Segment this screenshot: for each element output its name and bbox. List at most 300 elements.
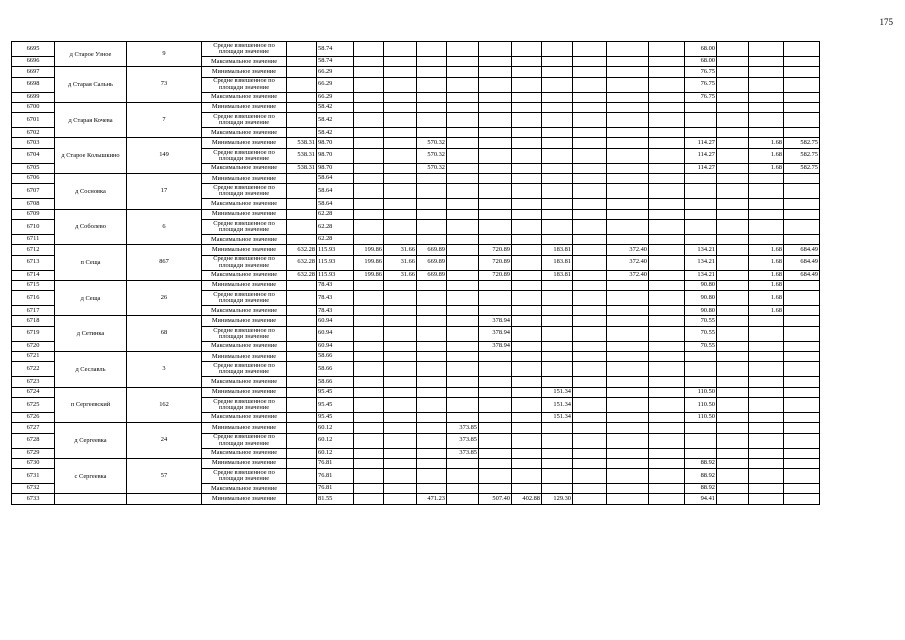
value-cell	[512, 326, 542, 341]
value-cell	[479, 67, 512, 77]
value-cell	[573, 255, 607, 270]
value-cell: 78.43	[317, 280, 354, 290]
value-cell	[542, 433, 573, 448]
value-cell	[384, 234, 417, 244]
row-number: 6724	[12, 387, 55, 397]
value-cell	[287, 234, 317, 244]
value-cell: 1.68	[749, 270, 784, 280]
value-cell: 538.31	[287, 148, 317, 163]
value-cell	[749, 448, 784, 458]
value-cell: 90.80	[685, 280, 717, 290]
value-cell	[384, 128, 417, 138]
value-cell	[417, 291, 447, 306]
settlement-name	[55, 494, 127, 504]
value-cell	[287, 306, 317, 316]
value-cell	[479, 280, 512, 290]
value-cell	[354, 494, 384, 504]
value-cell: 129.30	[542, 494, 573, 504]
value-cell	[384, 423, 417, 433]
value-cell	[354, 306, 384, 316]
value-cell	[447, 291, 479, 306]
row-number: 6727	[12, 423, 55, 433]
value-cell	[717, 128, 749, 138]
value-cell	[573, 148, 607, 163]
value-cell	[717, 352, 749, 362]
settlement-count: 3	[127, 352, 202, 388]
value-cell: 66.29	[317, 77, 354, 92]
value-cell	[287, 67, 317, 77]
value-cell	[573, 291, 607, 306]
value-cell	[447, 255, 479, 270]
value-cell	[354, 387, 384, 397]
value-cell: 373.85	[447, 423, 479, 433]
settlement-count: 26	[127, 280, 202, 316]
value-cell: 60.94	[317, 341, 354, 351]
value-cell	[447, 174, 479, 184]
value-cell	[542, 234, 573, 244]
value-cell: 1.68	[749, 306, 784, 316]
value-cell: 669.89	[417, 270, 447, 280]
value-cell: 199.86	[354, 255, 384, 270]
value-cell	[542, 448, 573, 458]
value-cell	[417, 184, 447, 199]
value-cell: 58.74	[317, 42, 354, 57]
value-cell	[607, 42, 649, 57]
value-cell: 1.68	[749, 148, 784, 163]
value-cell	[573, 397, 607, 412]
value-cell	[354, 199, 384, 209]
value-cell	[649, 138, 685, 148]
value-cell	[784, 423, 820, 433]
value-cell	[717, 469, 749, 484]
value-cell	[573, 362, 607, 377]
value-cell: 684.49	[784, 255, 820, 270]
value-cell	[479, 209, 512, 219]
table-row	[12, 387, 820, 397]
value-cell	[784, 458, 820, 468]
row-number: 6732	[12, 484, 55, 494]
value-cell	[573, 494, 607, 504]
value-cell	[784, 484, 820, 494]
value-cell: 1.68	[749, 280, 784, 290]
value-cell: 94.41	[685, 494, 717, 504]
value-cell	[784, 280, 820, 290]
value-cell	[573, 42, 607, 57]
value-cell: 110.50	[685, 412, 717, 422]
value-cell	[417, 77, 447, 92]
table-row	[12, 280, 820, 290]
value-cell: 58.42	[317, 102, 354, 112]
value-cell	[649, 484, 685, 494]
value-cell	[542, 148, 573, 163]
value-cell	[607, 280, 649, 290]
value-cell	[512, 306, 542, 316]
value-cell	[784, 67, 820, 77]
value-cell	[607, 234, 649, 244]
value-cell: 669.89	[417, 255, 447, 270]
value-type-label: Минимальное значение	[202, 245, 287, 255]
value-cell	[417, 397, 447, 412]
value-type-label: Максимальное значение	[202, 377, 287, 387]
value-cell	[784, 219, 820, 234]
value-cell: 90.80	[685, 306, 717, 316]
table-row	[12, 138, 820, 148]
value-cell	[287, 199, 317, 209]
value-type-label: Средне взвешенное по площади значение	[202, 433, 287, 448]
row-number: 6708	[12, 199, 55, 209]
value-cell: 151.34	[542, 387, 573, 397]
value-cell: 31.66	[384, 270, 417, 280]
value-cell	[784, 387, 820, 397]
table-row	[12, 352, 820, 362]
value-cell	[749, 102, 784, 112]
value-type-label: Максимальное значение	[202, 199, 287, 209]
value-cell	[607, 397, 649, 412]
value-cell: 62.28	[317, 234, 354, 244]
value-cell	[479, 362, 512, 377]
value-cell	[573, 448, 607, 458]
value-cell	[649, 306, 685, 316]
value-cell	[512, 57, 542, 67]
value-cell	[512, 316, 542, 326]
value-cell	[784, 113, 820, 128]
value-cell	[479, 128, 512, 138]
value-cell: 70.55	[685, 316, 717, 326]
value-cell	[749, 377, 784, 387]
value-cell	[479, 42, 512, 57]
value-cell	[512, 255, 542, 270]
value-cell	[447, 67, 479, 77]
value-cell	[354, 458, 384, 468]
value-cell	[573, 163, 607, 173]
value-cell	[384, 362, 417, 377]
value-cell	[479, 184, 512, 199]
value-cell	[479, 92, 512, 102]
value-cell	[384, 433, 417, 448]
value-cell	[447, 199, 479, 209]
value-cell	[542, 174, 573, 184]
value-cell	[749, 326, 784, 341]
table-row	[12, 67, 820, 77]
value-cell	[417, 128, 447, 138]
value-cell	[384, 326, 417, 341]
value-cell: 70.55	[685, 326, 717, 341]
value-cell	[479, 234, 512, 244]
value-cell: 183.81	[542, 255, 573, 270]
settlement-name: д Старое Узное	[55, 42, 127, 67]
value-cell	[512, 270, 542, 280]
value-cell: 1.68	[749, 138, 784, 148]
value-cell	[287, 42, 317, 57]
value-cell: 58.64	[317, 174, 354, 184]
value-cell	[512, 174, 542, 184]
value-cell	[512, 245, 542, 255]
value-cell	[447, 234, 479, 244]
value-cell	[417, 423, 447, 433]
value-cell	[417, 377, 447, 387]
table-row	[12, 423, 820, 433]
settlement-count: 24	[127, 423, 202, 459]
value-cell	[512, 469, 542, 484]
value-cell	[354, 92, 384, 102]
row-number: 6731	[12, 469, 55, 484]
value-cell	[447, 362, 479, 377]
value-cell: 76.81	[317, 484, 354, 494]
value-cell	[573, 433, 607, 448]
value-cell	[685, 184, 717, 199]
value-cell	[717, 234, 749, 244]
value-cell	[784, 77, 820, 92]
value-cell	[384, 387, 417, 397]
settlement-count: 867	[127, 245, 202, 281]
value-cell	[287, 433, 317, 448]
value-cell	[542, 423, 573, 433]
value-cell	[749, 484, 784, 494]
value-cell	[417, 433, 447, 448]
value-cell	[479, 77, 512, 92]
value-cell	[479, 219, 512, 234]
value-cell	[607, 102, 649, 112]
value-cell: 58.74	[317, 57, 354, 67]
value-cell	[717, 423, 749, 433]
value-cell	[749, 113, 784, 128]
value-cell	[607, 352, 649, 362]
value-cell	[717, 102, 749, 112]
value-cell	[685, 102, 717, 112]
settlement-name: д Сетинка	[55, 316, 127, 352]
value-cell	[573, 102, 607, 112]
value-cell	[512, 102, 542, 112]
value-cell	[447, 341, 479, 351]
value-cell	[447, 316, 479, 326]
value-cell	[417, 306, 447, 316]
value-cell	[749, 57, 784, 67]
value-cell	[417, 341, 447, 351]
data-table	[11, 41, 820, 505]
value-cell	[354, 423, 384, 433]
value-cell	[649, 184, 685, 199]
value-cell	[512, 352, 542, 362]
value-type-label: Минимальное значение	[202, 174, 287, 184]
value-cell	[417, 448, 447, 458]
value-cell	[784, 341, 820, 351]
value-cell: 60.94	[317, 316, 354, 326]
value-cell	[542, 128, 573, 138]
value-cell	[542, 184, 573, 199]
value-cell	[749, 77, 784, 92]
value-cell	[542, 377, 573, 387]
value-cell	[354, 138, 384, 148]
table-row	[12, 42, 820, 57]
value-cell	[287, 209, 317, 219]
value-cell	[749, 67, 784, 77]
settlement-count: 149	[127, 138, 202, 174]
settlement-count: 9	[127, 42, 202, 67]
value-cell	[354, 316, 384, 326]
value-type-label: Максимальное значение	[202, 341, 287, 351]
value-type-label: Максимальное значение	[202, 270, 287, 280]
value-cell: 98.70	[317, 163, 354, 173]
value-cell	[512, 433, 542, 448]
value-cell	[354, 234, 384, 244]
row-number: 6703	[12, 138, 55, 148]
value-cell	[417, 469, 447, 484]
value-cell	[512, 377, 542, 387]
value-cell	[749, 494, 784, 504]
value-cell: 58.64	[317, 184, 354, 199]
row-number: 6696	[12, 57, 55, 67]
row-number: 6723	[12, 377, 55, 387]
value-cell	[417, 57, 447, 67]
value-cell: 95.45	[317, 387, 354, 397]
value-cell	[784, 234, 820, 244]
value-cell	[685, 448, 717, 458]
row-number: 6718	[12, 316, 55, 326]
value-cell: 114.27	[685, 163, 717, 173]
value-cell	[685, 352, 717, 362]
value-cell	[542, 67, 573, 77]
value-cell	[512, 484, 542, 494]
value-cell	[287, 387, 317, 397]
value-cell	[685, 362, 717, 377]
value-cell	[447, 92, 479, 102]
value-cell	[447, 306, 479, 316]
value-cell	[384, 352, 417, 362]
value-cell	[607, 77, 649, 92]
value-cell	[479, 484, 512, 494]
value-cell: 68.00	[685, 57, 717, 67]
value-cell	[717, 148, 749, 163]
settlement-count: 6	[127, 209, 202, 245]
value-cell	[417, 326, 447, 341]
row-number: 6704	[12, 148, 55, 163]
value-cell	[384, 306, 417, 316]
value-cell	[607, 113, 649, 128]
value-cell	[417, 280, 447, 290]
value-cell	[607, 219, 649, 234]
settlement-name: д Сергеевка	[55, 423, 127, 459]
value-cell: 134.21	[685, 255, 717, 270]
value-cell	[573, 458, 607, 468]
value-cell	[542, 352, 573, 362]
settlement-name: с Сергеевка	[55, 458, 127, 494]
value-cell	[479, 469, 512, 484]
value-type-label: Средне взвешенное по площади значение	[202, 219, 287, 234]
value-cell	[649, 67, 685, 77]
settlement-count: 17	[127, 174, 202, 210]
value-cell	[384, 92, 417, 102]
value-cell	[749, 128, 784, 138]
value-cell: 684.49	[784, 270, 820, 280]
value-cell	[573, 174, 607, 184]
row-number: 6719	[12, 326, 55, 341]
value-cell	[542, 42, 573, 57]
value-cell	[512, 458, 542, 468]
value-cell	[784, 412, 820, 422]
value-cell	[542, 163, 573, 173]
value-type-label: Средне взвешенное по площади значение	[202, 362, 287, 377]
value-cell	[447, 128, 479, 138]
value-cell	[685, 199, 717, 209]
value-cell	[447, 280, 479, 290]
settlement-name: д Сеща	[55, 280, 127, 316]
value-type-label: Минимальное значение	[202, 138, 287, 148]
value-type-label: Минимальное значение	[202, 67, 287, 77]
value-cell: 1.68	[749, 255, 784, 270]
row-number: 6699	[12, 92, 55, 102]
value-cell	[784, 174, 820, 184]
value-cell	[354, 174, 384, 184]
value-cell	[384, 397, 417, 412]
value-cell	[512, 128, 542, 138]
value-cell	[542, 138, 573, 148]
value-cell	[542, 199, 573, 209]
value-cell	[607, 326, 649, 341]
value-cell	[384, 484, 417, 494]
value-cell	[649, 77, 685, 92]
page-number: 175	[879, 17, 893, 27]
table-row	[12, 102, 820, 112]
value-cell	[417, 458, 447, 468]
value-cell	[447, 219, 479, 234]
value-cell	[717, 433, 749, 448]
value-cell	[384, 448, 417, 458]
row-number: 6725	[12, 397, 55, 412]
value-cell: 570.32	[417, 138, 447, 148]
value-cell	[512, 184, 542, 199]
value-cell	[649, 128, 685, 138]
value-cell	[384, 377, 417, 387]
value-type-label: Средне взвешенное по площади значение	[202, 113, 287, 128]
value-cell	[717, 138, 749, 148]
settlement-name: д Старая Кочева	[55, 102, 127, 138]
value-cell	[512, 234, 542, 244]
row-number: 6720	[12, 341, 55, 351]
row-number: 6730	[12, 458, 55, 468]
value-cell	[542, 92, 573, 102]
value-cell	[354, 412, 384, 422]
value-type-label: Минимальное значение	[202, 102, 287, 112]
settlement-name: д Сеславль	[55, 352, 127, 388]
value-cell	[607, 209, 649, 219]
value-cell	[512, 219, 542, 234]
value-cell	[717, 113, 749, 128]
value-cell	[573, 92, 607, 102]
value-cell	[542, 219, 573, 234]
value-cell	[512, 148, 542, 163]
value-cell	[573, 270, 607, 280]
value-cell	[512, 412, 542, 422]
value-cell: 570.32	[417, 148, 447, 163]
row-number: 6700	[12, 102, 55, 112]
value-cell	[417, 352, 447, 362]
value-cell	[607, 448, 649, 458]
value-cell	[447, 138, 479, 148]
value-cell: 720.89	[479, 245, 512, 255]
value-cell	[354, 484, 384, 494]
value-cell	[447, 469, 479, 484]
value-cell	[479, 412, 512, 422]
value-cell	[784, 469, 820, 484]
value-cell	[749, 412, 784, 422]
value-cell	[384, 291, 417, 306]
value-cell	[287, 128, 317, 138]
value-cell	[649, 412, 685, 422]
value-cell	[717, 199, 749, 209]
value-cell	[573, 377, 607, 387]
value-cell	[717, 57, 749, 67]
row-number: 6715	[12, 280, 55, 290]
